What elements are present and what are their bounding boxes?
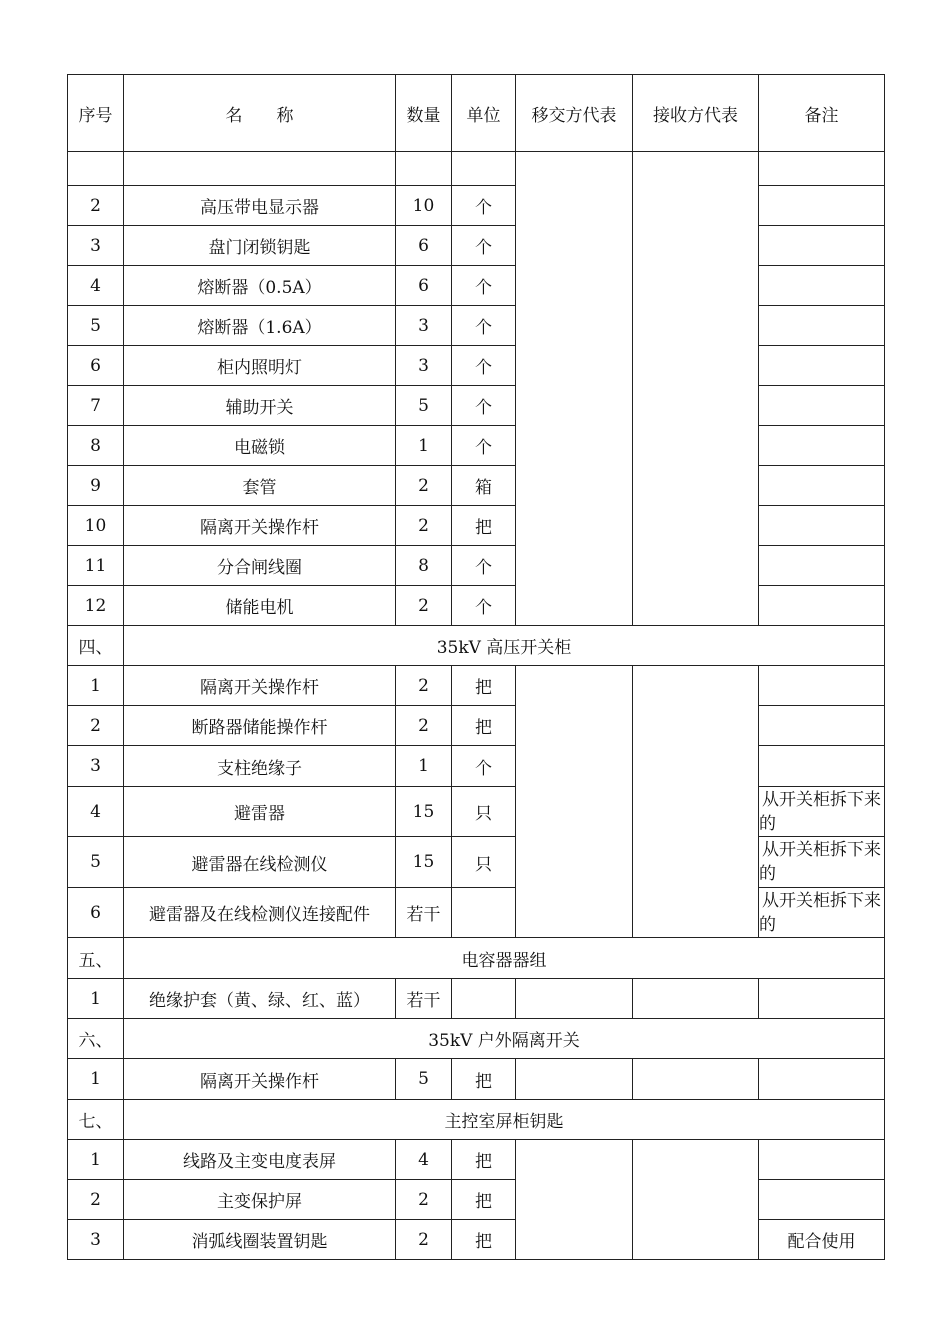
row-qty: 6 xyxy=(396,266,452,306)
row-qty: 2 xyxy=(396,666,452,706)
row-qty: 5 xyxy=(396,1059,452,1100)
receiver-signature-cell xyxy=(633,979,759,1019)
header-receiver: 接收方代表 xyxy=(633,75,759,152)
row-qty: 5 xyxy=(396,386,452,426)
table-row xyxy=(68,466,885,506)
row-qty: 6 xyxy=(396,226,452,266)
row-qty: 10 xyxy=(396,186,452,226)
row-unit: 个 xyxy=(452,266,516,306)
row-qty: 若干 xyxy=(396,979,452,1019)
row-no: 7 xyxy=(68,386,124,426)
table-row xyxy=(68,1140,885,1180)
row-remark xyxy=(759,746,885,787)
row-name: 辅助开关 xyxy=(124,386,396,426)
table-row xyxy=(68,787,885,837)
row-unit: 把 xyxy=(452,1220,516,1260)
handover-signature-cell xyxy=(516,1059,633,1100)
row-no: 6 xyxy=(68,888,124,938)
row-remark xyxy=(759,1140,885,1180)
table-row xyxy=(68,386,885,426)
row-no: 3 xyxy=(68,1220,124,1260)
row-no: 8 xyxy=(68,426,124,466)
table-row xyxy=(68,546,885,586)
row-no: 2 xyxy=(68,1180,124,1220)
header-no: 序号 xyxy=(68,75,124,152)
row-name: 电磁锁 xyxy=(124,426,396,466)
table-row xyxy=(68,979,885,1019)
row-no: 5 xyxy=(68,306,124,346)
row-name: 隔离开关操作杆 xyxy=(124,666,396,706)
row-unit: 个 xyxy=(452,386,516,426)
row-name: 避雷器及在线检测仪连接配件 xyxy=(124,888,396,938)
table-row xyxy=(68,506,885,546)
row-remark: 配合使用 xyxy=(759,1220,885,1260)
table-row xyxy=(68,837,885,888)
section-number: 五、 xyxy=(68,938,124,979)
row-remark: 从开关柜拆下来的 xyxy=(759,888,885,938)
row-no: 2 xyxy=(68,706,124,746)
row-remark xyxy=(759,586,885,626)
table-row xyxy=(68,1180,885,1220)
row-unit: 把 xyxy=(452,1140,516,1180)
row-qty: 2 xyxy=(396,706,452,746)
handover-signature-cell xyxy=(516,666,633,938)
row-remark xyxy=(759,186,885,226)
row-no: 10 xyxy=(68,506,124,546)
row-qty: 2 xyxy=(396,1220,452,1260)
row-no: 1 xyxy=(68,1059,124,1100)
row-remark: 从开关柜拆下来的 xyxy=(759,837,885,888)
row-unit: 把 xyxy=(452,1059,516,1100)
row-remark xyxy=(759,306,885,346)
row-qty: 4 xyxy=(396,1140,452,1180)
row-remark xyxy=(759,266,885,306)
row-name: 套管 xyxy=(124,466,396,506)
row-remark xyxy=(759,546,885,586)
section-row xyxy=(68,626,885,666)
row-name: 储能电机 xyxy=(124,586,396,626)
row-unit: 个 xyxy=(452,186,516,226)
row-no xyxy=(68,152,124,186)
section-row xyxy=(68,938,885,979)
row-no: 3 xyxy=(68,746,124,787)
section-number: 六、 xyxy=(68,1019,124,1059)
table-row xyxy=(68,666,885,706)
row-qty: 8 xyxy=(396,546,452,586)
row-no: 1 xyxy=(68,666,124,706)
row-unit: 个 xyxy=(452,746,516,787)
row-name: 柜内照明灯 xyxy=(124,346,396,386)
row-no: 4 xyxy=(68,787,124,837)
row-name: 熔断器（1.6A） xyxy=(124,306,396,346)
row-unit: 个 xyxy=(452,426,516,466)
section-title: 主控室屏柜钥匙 xyxy=(124,1100,885,1140)
table-row xyxy=(68,1059,885,1100)
row-unit xyxy=(452,979,516,1019)
handover-signature-cell xyxy=(516,1140,633,1260)
section-row xyxy=(68,1100,885,1140)
row-qty: 3 xyxy=(396,306,452,346)
section-row xyxy=(68,1019,885,1059)
row-remark xyxy=(759,1180,885,1220)
row-no: 1 xyxy=(68,979,124,1019)
row-name: 盘门闭锁钥匙 xyxy=(124,226,396,266)
row-remark xyxy=(759,979,885,1019)
row-qty: 1 xyxy=(396,426,452,466)
row-no: 6 xyxy=(68,346,124,386)
table-row xyxy=(68,426,885,466)
row-unit xyxy=(452,888,516,938)
row-unit: 把 xyxy=(452,706,516,746)
row-name: 消弧线圈装置钥匙 xyxy=(124,1220,396,1260)
header-qty: 数量 xyxy=(396,75,452,152)
table-row xyxy=(68,186,885,226)
table-row xyxy=(68,152,885,186)
row-remark: 从开关柜拆下来的 xyxy=(759,787,885,837)
row-qty: 15 xyxy=(396,787,452,837)
row-qty: 若干 xyxy=(396,888,452,938)
row-qty xyxy=(396,152,452,186)
receiver-signature-cell xyxy=(633,1059,759,1100)
row-qty: 3 xyxy=(396,346,452,386)
row-name: 主变保护屏 xyxy=(124,1180,396,1220)
row-name: 分合闸线圈 xyxy=(124,546,396,586)
receiver-signature-cell xyxy=(633,152,759,626)
table-header-row xyxy=(68,75,885,152)
row-name: 隔离开关操作杆 xyxy=(124,1059,396,1100)
row-name xyxy=(124,152,396,186)
table-row xyxy=(68,266,885,306)
table-row xyxy=(68,746,885,787)
section-title: 电容器器组 xyxy=(124,938,885,979)
row-unit: 个 xyxy=(452,346,516,386)
row-unit: 把 xyxy=(452,506,516,546)
table-row xyxy=(68,306,885,346)
row-no: 2 xyxy=(68,186,124,226)
handover-signature-cell xyxy=(516,152,633,626)
row-name: 线路及主变电度表屏 xyxy=(124,1140,396,1180)
row-remark xyxy=(759,152,885,186)
row-remark xyxy=(759,706,885,746)
row-qty: 2 xyxy=(396,506,452,546)
table-row xyxy=(68,586,885,626)
row-name: 高压带电显示器 xyxy=(124,186,396,226)
row-no: 1 xyxy=(68,1140,124,1180)
row-unit: 个 xyxy=(452,306,516,346)
row-qty: 15 xyxy=(396,837,452,888)
row-remark xyxy=(759,386,885,426)
row-name: 断路器储能操作杆 xyxy=(124,706,396,746)
section-number: 四、 xyxy=(68,626,124,666)
row-qty: 2 xyxy=(396,466,452,506)
row-remark xyxy=(759,466,885,506)
row-unit xyxy=(452,152,516,186)
receiver-signature-cell xyxy=(633,666,759,938)
row-name: 避雷器在线检测仪 xyxy=(124,837,396,888)
row-no: 12 xyxy=(68,586,124,626)
row-remark xyxy=(759,226,885,266)
section-title: 35kV 高压开关柜 xyxy=(124,626,885,666)
table-row xyxy=(68,226,885,266)
row-no: 9 xyxy=(68,466,124,506)
row-name: 避雷器 xyxy=(124,787,396,837)
table-row xyxy=(68,888,885,938)
row-name: 支柱绝缘子 xyxy=(124,746,396,787)
handover-table xyxy=(67,74,885,1260)
row-qty: 1 xyxy=(396,746,452,787)
row-remark xyxy=(759,506,885,546)
row-unit: 箱 xyxy=(452,466,516,506)
row-unit: 只 xyxy=(452,787,516,837)
header-name: 名 称 xyxy=(124,75,396,152)
row-no: 11 xyxy=(68,546,124,586)
row-remark xyxy=(759,666,885,706)
table-row xyxy=(68,706,885,746)
section-number: 七、 xyxy=(68,1100,124,1140)
row-no: 4 xyxy=(68,266,124,306)
row-name: 熔断器（0.5A） xyxy=(124,266,396,306)
row-unit: 把 xyxy=(452,666,516,706)
row-remark xyxy=(759,346,885,386)
row-remark xyxy=(759,1059,885,1100)
row-qty: 2 xyxy=(396,1180,452,1220)
receiver-signature-cell xyxy=(633,1140,759,1260)
row-unit: 个 xyxy=(452,226,516,266)
row-unit: 只 xyxy=(452,837,516,888)
header-remark: 备注 xyxy=(759,75,885,152)
row-unit: 把 xyxy=(452,1180,516,1220)
row-unit: 个 xyxy=(452,586,516,626)
row-qty: 2 xyxy=(396,586,452,626)
table-row xyxy=(68,1220,885,1260)
row-remark xyxy=(759,426,885,466)
table-row xyxy=(68,346,885,386)
section-title: 35kV 户外隔离开关 xyxy=(124,1019,885,1059)
header-handover: 移交方代表 xyxy=(516,75,633,152)
row-name: 绝缘护套（黄、绿、红、蓝） xyxy=(124,979,396,1019)
handover-signature-cell xyxy=(516,979,633,1019)
row-no: 5 xyxy=(68,837,124,888)
row-name: 隔离开关操作杆 xyxy=(124,506,396,546)
row-unit: 个 xyxy=(452,546,516,586)
row-no: 3 xyxy=(68,226,124,266)
header-unit: 单位 xyxy=(452,75,516,152)
